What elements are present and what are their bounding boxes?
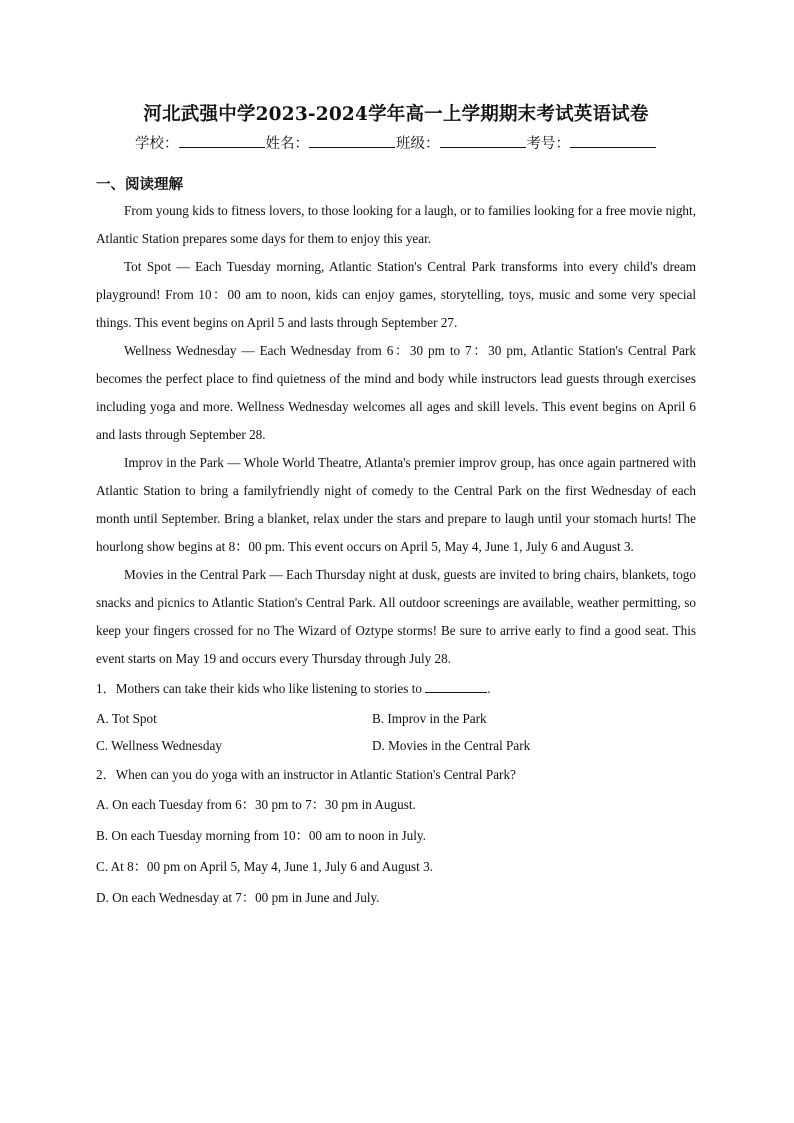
student-info-line <box>96 130 696 158</box>
option-a[interactable]: A. On each Tuesday from 6：30 pm to 7：30 pm in August. <box>96 797 416 812</box>
question-end: . <box>487 681 491 696</box>
school-blank[interactable] <box>179 133 265 148</box>
passage-paragraph: From young kids to fitness lovers, to those looking for a laugh, or to families looking for a free movie night, Atlantic Station prepares some days for them to enjoy this year. <box>96 203 696 246</box>
exam-page <box>96 100 696 913</box>
class-label: 班级： <box>396 136 440 152</box>
school-label: 学校： <box>135 136 179 152</box>
question-stem: 2．When can you do yoga with an instructor in Atlantic Station's Central Park? <box>96 767 516 782</box>
passage-paragraph: Tot Spot — Each Tuesday morning, Atlantic Station's Central Park transforms into every child's dream playground! From 10：00 am to noon, kids can enjoy games, storytelling, toys, music and some very special things. This event begins on April 5 and lasts through September 27. <box>96 259 696 330</box>
name-blank[interactable] <box>309 133 395 148</box>
class-blank[interactable] <box>440 133 526 148</box>
passage-paragraph: Improv in the Park — Whole World Theatre, Atlanta's premier improv group, has once again partnered with Atlantic Station to bring a familyfriendly night of comedy to the Central Park on the first Wednesday of each month until September. Bring a blanket, relax under the stars and prepare to laugh until your stomach hurts! The hourlong show begins at 8：00 pm. This event occurs on April 5, May 4, June 1, July 6 and August 3. <box>96 455 696 554</box>
passage-paragraph: Wellness Wednesday — Each Wednesday from 6：30 pm to 7：30 pm, Atlantic Station's Central Park becomes the perfect place to find quietness of the mind and body while instructors lead guests through exercises including yoga and more. Wellness Wednesday welcomes all ages and skill levels. This event begins on April 6 and lasts through September 28. <box>96 343 696 442</box>
question-1-options <box>96 705 696 759</box>
option-c[interactable]: C. At 8：00 pm on April 5, May 4, June 1, July 6 and August 3. <box>96 859 434 874</box>
question-stem: 1．Mothers can take their kids who like listening to stories to <box>96 681 422 696</box>
option-d[interactable]: D. On each Wednesday at 7：00 pm in June and July. <box>96 890 380 905</box>
option-a[interactable]: A. Tot Spot <box>96 711 157 726</box>
exam-title: 河北武强中学2023-2024学年高一上学期期末考试英语试卷 <box>143 104 649 125</box>
question-2 <box>96 761 696 789</box>
passage-paragraph: Movies in the Central Park — Each Thursday night at dusk, guests are invited to bring chairs, blankets, togo snacks and picnics to Atlantic Station's Central Park. All outdoor screenings are available, weather permitting, so keep your fingers crossed for no The Wizard of Oztype storms! Be sure to arrive early to find a good seat. This event starts on May 19 and occurs every Thursday through July 28. <box>96 567 696 666</box>
question-2-options <box>96 789 696 913</box>
section-heading: 一、阅读理解 <box>96 177 183 193</box>
name-label: 姓名： <box>265 136 309 152</box>
answer-blank[interactable] <box>425 680 487 693</box>
option-b[interactable]: B. On each Tuesday morning from 10：00 am to noon in July. <box>96 828 426 843</box>
option-c[interactable]: C. Wellness Wednesday <box>96 738 222 753</box>
option-d[interactable]: D. Movies in the Central Park <box>372 738 531 753</box>
exam-no-blank[interactable] <box>570 133 656 148</box>
option-b[interactable]: B. Improv in the Park <box>372 711 487 726</box>
exam-no-label: 考号： <box>526 136 570 152</box>
question-1 <box>96 675 696 703</box>
